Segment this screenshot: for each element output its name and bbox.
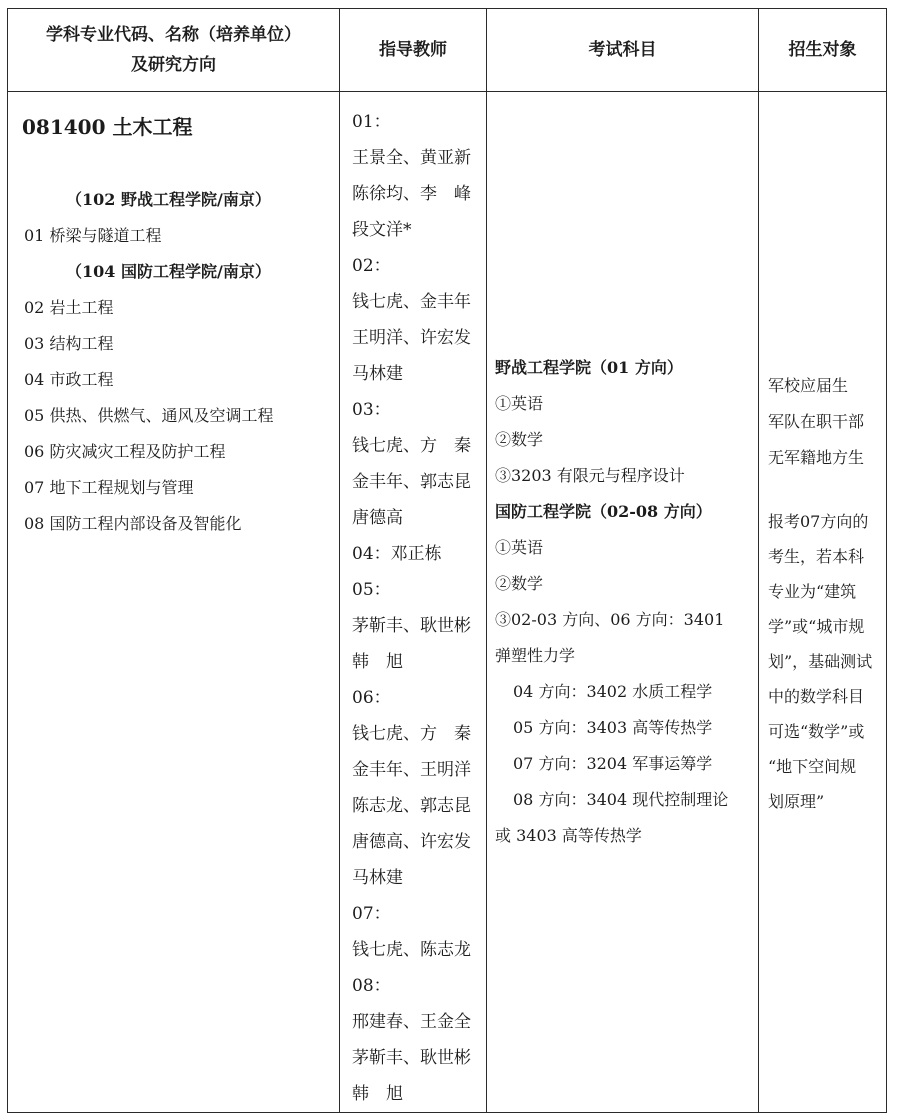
direction-item: 07 地下工程规划与管理 [24,478,194,497]
admissions-table [7,8,887,1113]
target-line: 无军籍地方生 [768,448,865,467]
advisor-line: 茅靳丰、耿世彬 [352,616,471,636]
exam-line: ①英语 [495,394,544,413]
exam-line: 或 3403 高等传热学 [495,826,642,845]
targets-cell [759,92,887,1113]
note-line: “地下空间规 [768,757,857,776]
advisor-line: 邢建春、王金全 [352,1012,471,1032]
advisor-line: 段文洋* [352,220,412,240]
advisor-line: 05： [352,580,391,600]
header-major [8,9,340,92]
header-major-line2: 及研究方向 [131,55,216,75]
target-line: 军队在职干部 [768,412,865,431]
exam-line: ②数学 [495,574,544,593]
target-line: 军校应届生 [768,376,849,395]
advisor-line: 钱七虎、方 秦 [352,436,471,456]
advisor-line: 钱七虎、陈志龙 [352,940,471,960]
exams-cell [487,92,759,1113]
advisor-line: 陈徐均、李 峰 [352,184,471,204]
note-line: 中的数学科目 [768,687,865,706]
advisor-line: 韩 旭 [352,652,403,672]
header-major-line1: 学科专业代码、名称（培养单位） [46,25,301,45]
direction-item: 08 国防工程内部设备及智能化 [24,514,242,533]
advisor-line: 陈志龙、郭志昆 [352,796,471,816]
spacer [768,476,886,504]
major-title: 081400 土木工程 [22,115,193,139]
exam-line: 弹塑性力学 [495,646,576,665]
advisor-line: 唐德高 [352,508,403,528]
advisor-line: 04：邓正栋 [352,544,442,564]
advisor-line: 王景全、黄亚新 [352,148,471,168]
exam-line: 05 方向：3403 高等传热学 [513,718,713,737]
unit-name: （102 野战工程学院/南京） [66,190,271,209]
direction-item: 01 桥梁与隧道工程 [24,226,162,245]
advisor-line: 唐德高、许宏发 [352,832,471,852]
advisor-line: 01： [352,112,391,132]
note-line: 划”，基础测试 [768,652,873,671]
header-row [8,9,887,92]
advisor-line: 08： [352,976,391,996]
advisor-line: 金丰年、王明洋 [352,760,471,780]
advisor-line: 茅靳丰、耿世彬 [352,1048,471,1068]
unit-name: （104 国防工程学院/南京） [66,262,271,281]
direction-item: 06 防灾减灾工程及防护工程 [24,442,226,461]
direction-item: 03 结构工程 [24,334,114,353]
exam-line: ③3203 有限元与程序设计 [495,466,685,485]
direction-item: 05 供热、供燃气、通风及空调工程 [24,406,274,425]
advisor-line: 王明洋、许宏发 [352,328,471,348]
direction-item: 02 岩土工程 [24,298,114,317]
note-line: 划原理” [768,792,825,811]
note-line: 考生，若本科 [768,547,865,566]
advisor-line: 03： [352,400,391,420]
exam-line: 国防工程学院（02-08 方向） [495,502,712,521]
advisors-cell [340,92,487,1113]
exam-line: ①英语 [495,538,544,557]
advisor-line: 钱七虎、方 秦 [352,724,471,744]
header-targets: 招生对象 [759,9,887,92]
exam-line: 04 方向：3402 水质工程学 [513,682,713,701]
exam-line: ②数学 [495,430,544,449]
note-line: 可选“数学”或 [768,722,865,741]
major-cell [8,92,340,1113]
advisor-line: 马林建 [352,868,403,888]
advisor-line: 07： [352,904,391,924]
advisor-line: 06： [352,688,391,708]
direction-item: 04 市政工程 [24,370,114,389]
exam-line: 野战工程学院（01 方向） [495,358,683,377]
header-advisors: 指导教师 [340,9,487,92]
advisor-line: 钱七虎、金丰年 [352,292,471,312]
exam-line: 07 方向：3204 军事运筹学 [513,754,713,773]
exam-line: 08 方向：3404 现代控制理论 [513,790,729,809]
body-row [8,92,887,1113]
advisor-line: 马林建 [352,364,403,384]
note-line: 学”或“城市规 [768,617,865,636]
target-note [768,504,886,819]
note-line: 报考07方向的 [768,512,869,531]
advisor-line: 韩 旭 [352,1084,403,1104]
advisor-line: 02： [352,256,391,276]
advisor-line: 金丰年、郭志昆 [352,472,471,492]
note-line: 专业为“建筑 [768,582,857,601]
exam-line: ③02-03 方向、06 方向：3401 [495,610,725,629]
header-exams: 考试科目 [487,9,759,92]
